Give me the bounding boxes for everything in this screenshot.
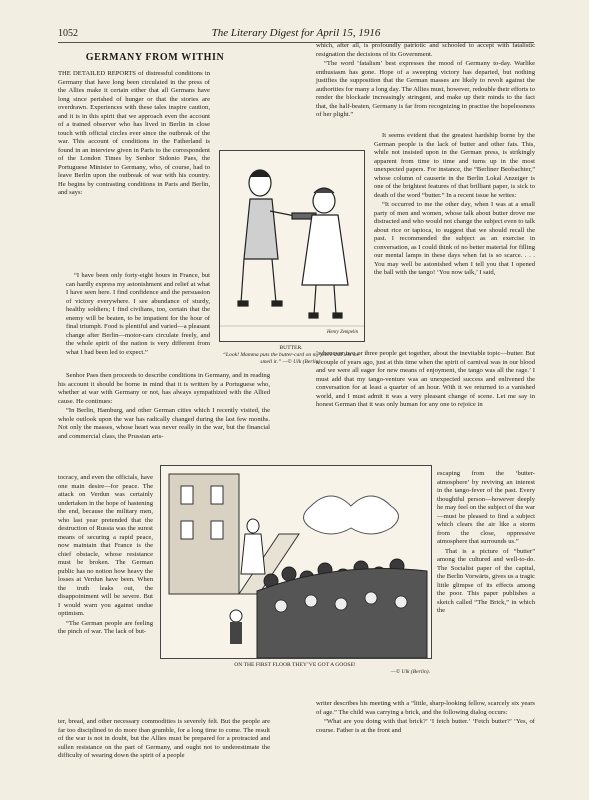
article-lead-paragraph: THE DETAILED REPORTS of distressful conditions in Germany that have long been circulated in the press of the Allies make it certain either that all Germans have long since perished of hunger or that the stories are overdrawn. Experiences with these tales inspire caution, and it is in this spirit that we approach even the account of a trained observer who has lived in Berlin in close touch with official circles ever since the outbreak of the war. This account of conditions in the Fatherland is found in an interview given in Paris to the correspondent of the London Times by Senhor Sidonio Paes, the Portuguese Minister to Germany, who, of course, had to leave Berlin upon the outbreak of war with his country. He begins by contrasting conditions in Paris and Berlin, and says: bbox=[58, 70, 210, 196]
article-title: GERMANY FROM WITHIN bbox=[85, 52, 225, 63]
vorwaerts-paragraph: That is a picture of “butter” among the cultured and well-to-do. The Socialist paper of the capital, the Berlin Vorwärts, gives us a tragic little glimpse of its effects among the poor. This paper publishes a sketch called “The Brick,” in which the bbox=[437, 547, 535, 614]
goose-cartoon bbox=[160, 465, 432, 659]
brick-dialog-paragraph: “What are you doing with that brick?’ ‘I fetch butter.’ ‘Fetch butter?’ ‘Yes, of course. Father is at the front and bbox=[316, 718, 535, 734]
verdun-paragraph: tocracy, and even the officials, have one main desire—for peace. The attack on Verdun was certainly undertaken in the hope of hastening the end, because the military men, who last year pretended that the destruction of Russia was the surest means of securing a rapid peace, now maintain that France is the chief obstacle, whose resistance must be broken. The German public has no notion how heavy the losses at Verdun have been. When the truth leaks out, the disappointment will be severe. But I would warn you against undue optimism. bbox=[58, 474, 153, 617]
column-1-wide bbox=[58, 372, 270, 442]
column-1-mid bbox=[58, 272, 210, 358]
goose-cartoon-caption-block bbox=[160, 662, 430, 676]
column-1-top bbox=[58, 70, 210, 199]
column-2-narrow bbox=[437, 470, 535, 617]
fatalism-paragraph: “The word ‘fatalism’ best expresses the mood of Germany to-day. Warlike enthusiasm has gone. Hope of a sweeping victory has departed, but nothing justifies the supposition that the German masses are likely to revolt against the authorities for many a long day. The Allies must, however, redouble their efforts to render the blockade increasingly stringent, and make up their minds to the fact that, the half-beaten, Germany is far from recognizing in practise the hopelessness of her plight.” bbox=[316, 60, 535, 118]
paes-continued-paragraph: “In Berlin, Hamburg, and other German cities which I recently visited, the whole outlook upon the war has radically changed during the last few months. Not only the masses, whose heart was never really in the war, but the financial and commercial class, the Prussian aris- bbox=[58, 407, 270, 440]
brick-intro-paragraph: writer describes his meeting with a “little, sharp-looking fellow, scarcely six years of age.” The child was carrying a brick, and the following dialog occurs: bbox=[316, 700, 535, 716]
goose-cartoon-caption: ON THE FIRST FLOOR THEY’VE GOT A GOOSE! bbox=[234, 662, 356, 668]
goose-cartoon-credit: —© Ulk (Berlin). bbox=[390, 669, 430, 675]
paes-quote: “I have been only forty-eight hours in France, but can hardly express my astonishment and relief at what I have seen here. I find confidence and the persuasion of victory everywhere. I see abundance of sturdy, healthy soldiers; I find civilians, too, certain that the enemy will be beaten, to be impatient for the hour of final triumph. Food is plentiful and varied—a pleasant change after Berlin—motor-cars circulate freely, and the whole spirit of the nation is very different from what I had been led to expect.” bbox=[66, 272, 210, 356]
goose-cartoon-drawing bbox=[161, 466, 431, 658]
column-2-bottom bbox=[316, 700, 535, 736]
column-1-narrow bbox=[58, 474, 153, 638]
fatalistic-paragraph: which, after all, is profoundly patriotic and schooled to accept with fatalistic resignation the decisions of its Government. bbox=[316, 42, 535, 58]
tango-quote-paragraph: “It occurred to me the other day, when I was at a small party of men and women, whose talk about butter drove me distracted and who would not change the subject even to talk about rice or tapioca, to suggest that we should recall the past. I recommended the subject as an exercise in conversation, as I could think of no better material for filling our mental lamps in these days when fat is so scarce. . . . You may well be astonished when I tell you that I opened the ball with the tango! ‘You now talk,’ I said, bbox=[374, 201, 535, 276]
column-1-bottom bbox=[58, 718, 270, 762]
butter-cartoon-caption: “Look! Mamma puts the butter-card on my piece and lets me smell it.” —© Ulk (Berlin). bbox=[222, 352, 360, 365]
butter-atmosphere-paragraph: escaping from the ‘butter-atmosphere’ by reviving an interest in the tango-fever of the past. Every thoughtful person—however deeply he may feel on the subject of the war—must be pleased to find a subject which clears the air like a storm from the close, oppressive atmosphere that surrounds us.” bbox=[437, 470, 535, 545]
butter-hardship-paragraph: It seems evident that the greatest hardship borne by the German people is the lack of butter and other fats. This, while not insisted upon in the German press, is strikingly apparent from time to time and turns up in the most unexpected papers. For instance, the “Berliner Beobachter,” whose column of causerie in the Berlin Lokal Anzeiger is one of the brightest features of that brilliant paper, is sick to death of the word “butter.” In a recent issue he writes: bbox=[374, 132, 535, 199]
pinch-paragraph: “The German people are feeling the pinch of war. The lack of but- bbox=[58, 619, 153, 635]
page-number: 1052 bbox=[58, 28, 78, 39]
butter-cartoon bbox=[219, 150, 365, 342]
column-2-butter bbox=[374, 132, 535, 279]
running-head: The Literary Digest for April 15, 1916 bbox=[211, 27, 381, 39]
tango-continued-paragraph: ‘whenever two or three people get together, about the inevitable topic—butter. But a couple of years ago, just at this time when the spirit of carnival was in our blood and we were all eager for new means of enjoyment, the tango was all the rage.’ I must add that my tango-venture was an unexpected success and enlivened the conversation for at least a quarter of an hour. With it we returned to a vanished world, and I must admit it was a very pleasant change of scene. Let me say in honest German that it was only human for any one to rejoice in bbox=[316, 350, 535, 408]
butter-cartoon-title: BUTTER. bbox=[279, 345, 303, 351]
paes-intro-paragraph: Senhor Paes then proceeds to describe conditions in Germany, and in reading his account it should be borne in mind that it is written by a Portuguese who, whether at war with Germany or not, has always sympathized with the Allied cause. He continues: bbox=[58, 372, 270, 405]
cartoon-signature: Henry Zempelin bbox=[326, 330, 358, 335]
column-2-top bbox=[316, 42, 535, 121]
butter-cartoon-caption-block bbox=[219, 345, 363, 366]
page-header bbox=[58, 28, 534, 43]
resistance-paragraph: ter, bread, and other necessary commodities is severely felt. But the people are far too disciplined to do more than grumble, for a long time to come. The result of the war is not in doubt, but the Allies must be prepared for a protracted and sullen resistance on the part of Germany, and ought not to underestimate the difficulty of wearing down the spirit of a people bbox=[58, 718, 270, 759]
butter-cartoon-drawing bbox=[220, 151, 364, 341]
